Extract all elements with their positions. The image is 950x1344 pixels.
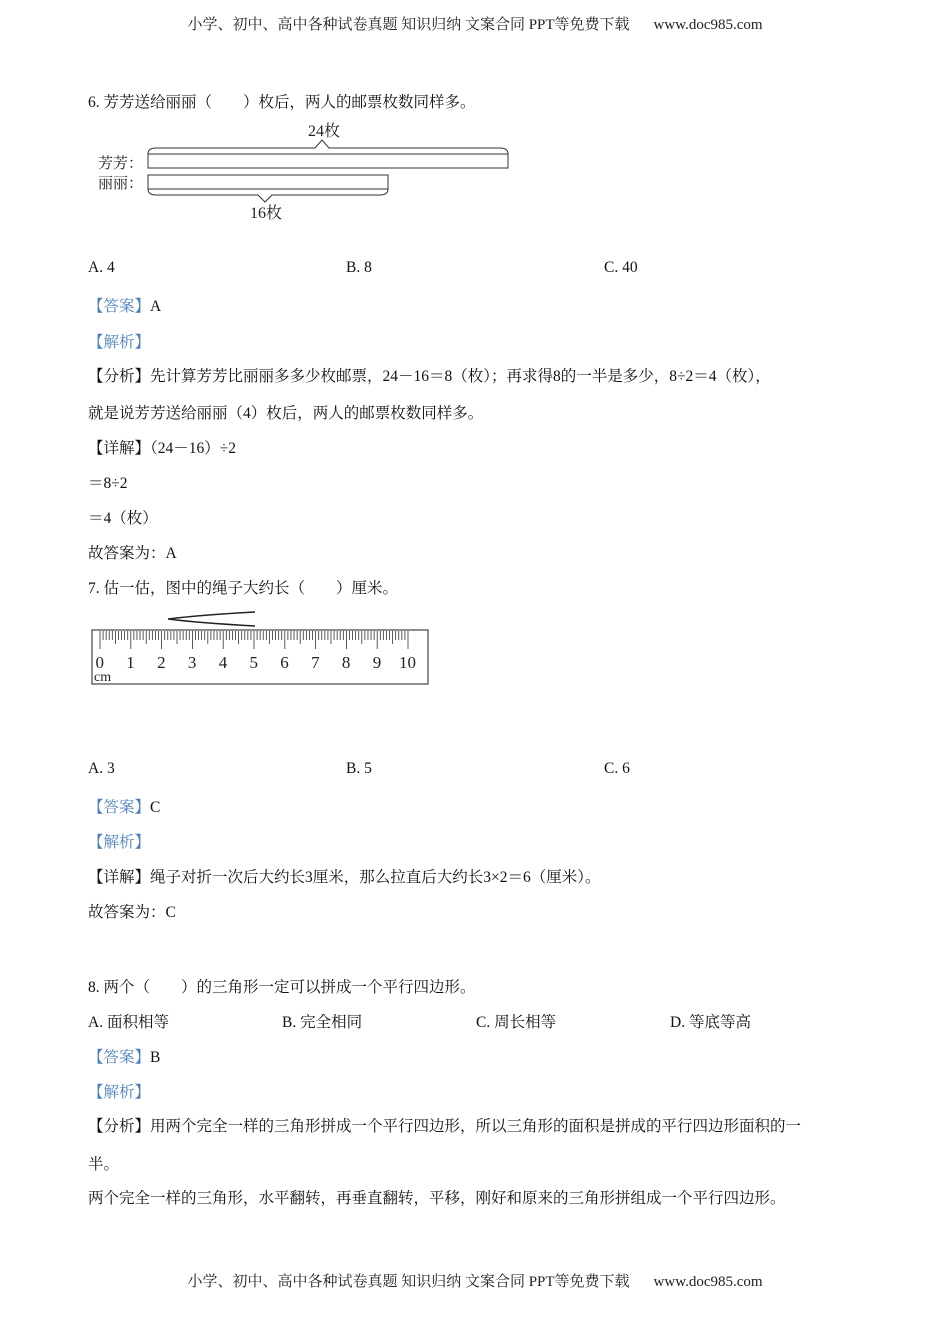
q6-fenxi-line2: 就是说芳芳送给丽丽（4）枚后，两人的邮票枚数同样多。 [88, 405, 484, 422]
ruler-number: 4 [218, 653, 228, 672]
ruler-number: 8 [341, 653, 351, 672]
row1-label: 芳芳： [98, 156, 144, 172]
q6-answer-line [88, 294, 161, 316]
ruler-number: 7 [311, 653, 320, 672]
q7-option-b: B. 5 [346, 760, 372, 777]
bottom-brace-label: 16枚 [250, 205, 283, 222]
header-site-link[interactable]: www.doc985.com [653, 17, 763, 33]
q7-xiangjie [88, 865, 601, 887]
q8-option-a: A. 面积相等 [88, 1014, 169, 1031]
footer-text: 小学、初中、高中各种试卷真题 知识归纳 文案合同 PPT等免费下载 [187, 1274, 630, 1290]
q8-question: 8. 两个（ ）的三角形一定可以拼成一个平行四边形。 [88, 979, 476, 996]
xiangjie-label: 【详解】 [88, 440, 151, 457]
q7-answer-line [88, 795, 160, 817]
q8-option-c: C. 周长相等 [476, 1014, 557, 1031]
xiangjie-label: 【详解】 [88, 869, 151, 886]
ruler-number: 5 [249, 653, 258, 672]
answer-label: 【答案】 [88, 1049, 151, 1066]
ruler-number: 0 [95, 653, 104, 672]
q8-fenxi-line2: 半。 [88, 1156, 120, 1173]
q7-conclusion: 故答案为：C [88, 904, 176, 921]
ruler-number: 1 [126, 653, 135, 672]
answer-label: 【答案】 [88, 298, 151, 315]
page-header [0, 13, 950, 34]
ruler-number: 9 [372, 653, 382, 672]
q8-answer: B [150, 1049, 161, 1066]
q6-answer: A [150, 298, 162, 315]
page-footer [0, 1270, 950, 1291]
q8-option-d: D. 等底等高 [670, 1014, 751, 1031]
q6-option-c: C. 40 [604, 259, 638, 276]
footer-site-link[interactable]: www.doc985.com [653, 1274, 763, 1290]
q8-fenxi-line1 [88, 1114, 801, 1136]
q7-answer: C [150, 799, 161, 816]
q8-extra: 两个完全一样的三角形，水平翻转，再垂直翻转，平移，刚好和原来的三角形拼组成一个平行四边形。 [88, 1190, 786, 1207]
q6-option-a: A. 4 [88, 259, 115, 276]
answer-label: 【答案】 [88, 799, 151, 816]
q7-analysis-label [88, 830, 150, 852]
q6-analysis-label [88, 330, 150, 352]
q6-step2: ＝4（枚） [88, 510, 158, 527]
analysis-label: 【解析】 [88, 834, 151, 851]
analysis-label: 【解析】 [88, 1084, 151, 1101]
q6-xiangjie-text: （24－16）÷2 [150, 440, 237, 457]
ruler-number: 10 [399, 653, 416, 672]
q6-option-b: B. 8 [346, 259, 372, 276]
ruler-number: 3 [187, 653, 197, 672]
q8-option-b: B. 完全相同 [282, 1014, 363, 1031]
q7-option-a: A. 3 [88, 760, 115, 777]
rope-icon [168, 612, 255, 626]
q7-xiangjie-text: 绳子对折一次后大约长3厘米，那么拉直后大约长3×2＝6（厘米）。 [150, 869, 601, 886]
q7-question: 7. 估一估，图中的绳子大约长（ ）厘米。 [88, 580, 399, 597]
q7-ruler-figure [90, 605, 435, 690]
ruler-unit-label: cm [94, 670, 112, 685]
q6-conclusion: 故答案为：A [88, 545, 177, 562]
q8-analysis-label [88, 1080, 150, 1102]
q6-fenxi-text: 先计算芳芳比丽丽多多少枚邮票，24－16＝8（枚）；再求得8的一半是多少，8÷2＝4（枚）， [150, 368, 771, 385]
ruler-number: 2 [157, 653, 166, 672]
q6-xiangjie [88, 436, 236, 458]
fenxi-label: 【分析】 [88, 368, 151, 385]
q6-question: 6. 芳芳送给丽丽（ ）枚后，两人的邮票枚数同样多。 [88, 94, 476, 111]
top-brace-label: 24枚 [308, 123, 341, 140]
q8-fenxi-text: 用两个完全一样的三角形拼成一个平行四边形，所以三角形的面积是拼成的平行四边形面积的一 [150, 1118, 802, 1135]
analysis-label: 【解析】 [88, 334, 151, 351]
q8-answer-line [88, 1045, 160, 1067]
q6-step1: ＝8÷2 [88, 475, 128, 492]
ruler-number: 6 [280, 653, 289, 672]
q7-option-c: C. 6 [604, 760, 630, 777]
header-text: 小学、初中、高中各种试卷真题 知识归纳 文案合同 PPT等免费下载 [187, 17, 630, 33]
q6-fenxi-line1 [88, 364, 771, 386]
fenxi-label: 【分析】 [88, 1118, 151, 1135]
row2-label: 丽丽： [98, 176, 144, 192]
q6-bar-diagram [90, 118, 530, 228]
